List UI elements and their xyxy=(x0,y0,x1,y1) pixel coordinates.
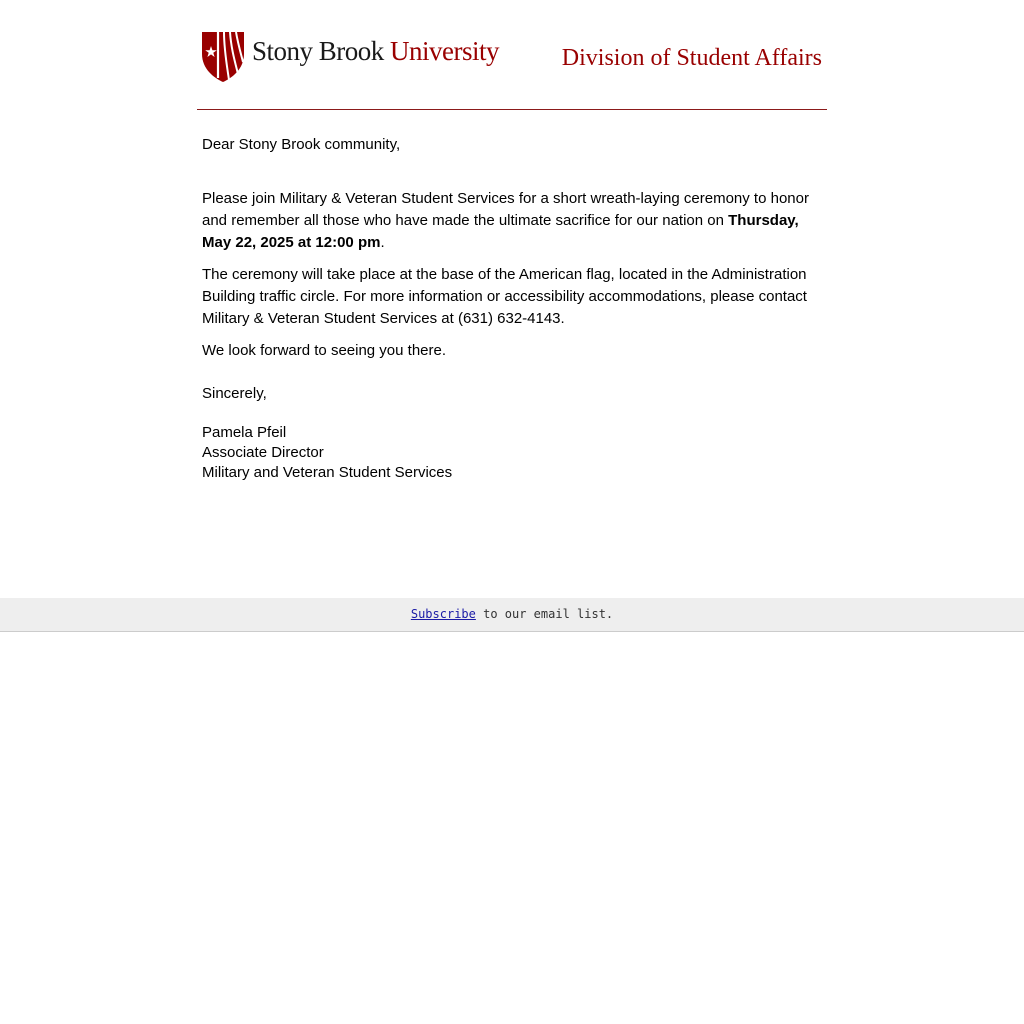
invitation-text: Please join Military & Veteran Student Services for a short wreath-laying ceremony to honor and remember all those who have made the ultimate sacrifice for our nation on xyxy=(202,190,809,229)
event-datetime: Thursday, May 22, 2025 at 12:00 pm xyxy=(202,212,799,251)
university-logo[interactable] xyxy=(202,32,499,82)
greeting: Dear Stony Brook community, xyxy=(202,136,401,153)
paragraph-invitation xyxy=(202,188,824,254)
sign-off: Sincerely, xyxy=(202,385,267,402)
wordmark-stony-brook: Stony Brook xyxy=(252,35,384,66)
email-body xyxy=(202,134,824,483)
email-footer xyxy=(0,598,1024,632)
email-header xyxy=(197,0,827,110)
paragraph-closing-remark: We look forward to seeing you there. xyxy=(202,342,447,359)
division-title: Division of Student Affairs xyxy=(561,45,822,71)
subscribe-text: to our email list. xyxy=(475,607,614,621)
university-wordmark xyxy=(252,35,500,66)
signature-block xyxy=(202,423,824,483)
signature-department: Military and Veteran Student Services xyxy=(202,464,453,481)
signature-name: Pamela Pfeil xyxy=(202,424,287,441)
paragraph-location: The ceremony will take place at the base of the American flag, located in the Administration Building traffic circle. For more information or accessibility accommodations, please contact Military & Veteran Student Services at (631) 632-4143. xyxy=(202,266,807,327)
invitation-period: . xyxy=(380,234,385,251)
shield-logo-icon xyxy=(202,32,244,82)
signature-title: Associate Director xyxy=(202,444,324,461)
subscribe-link[interactable]: Subscribe xyxy=(410,607,476,621)
wordmark-university: University xyxy=(390,35,500,66)
